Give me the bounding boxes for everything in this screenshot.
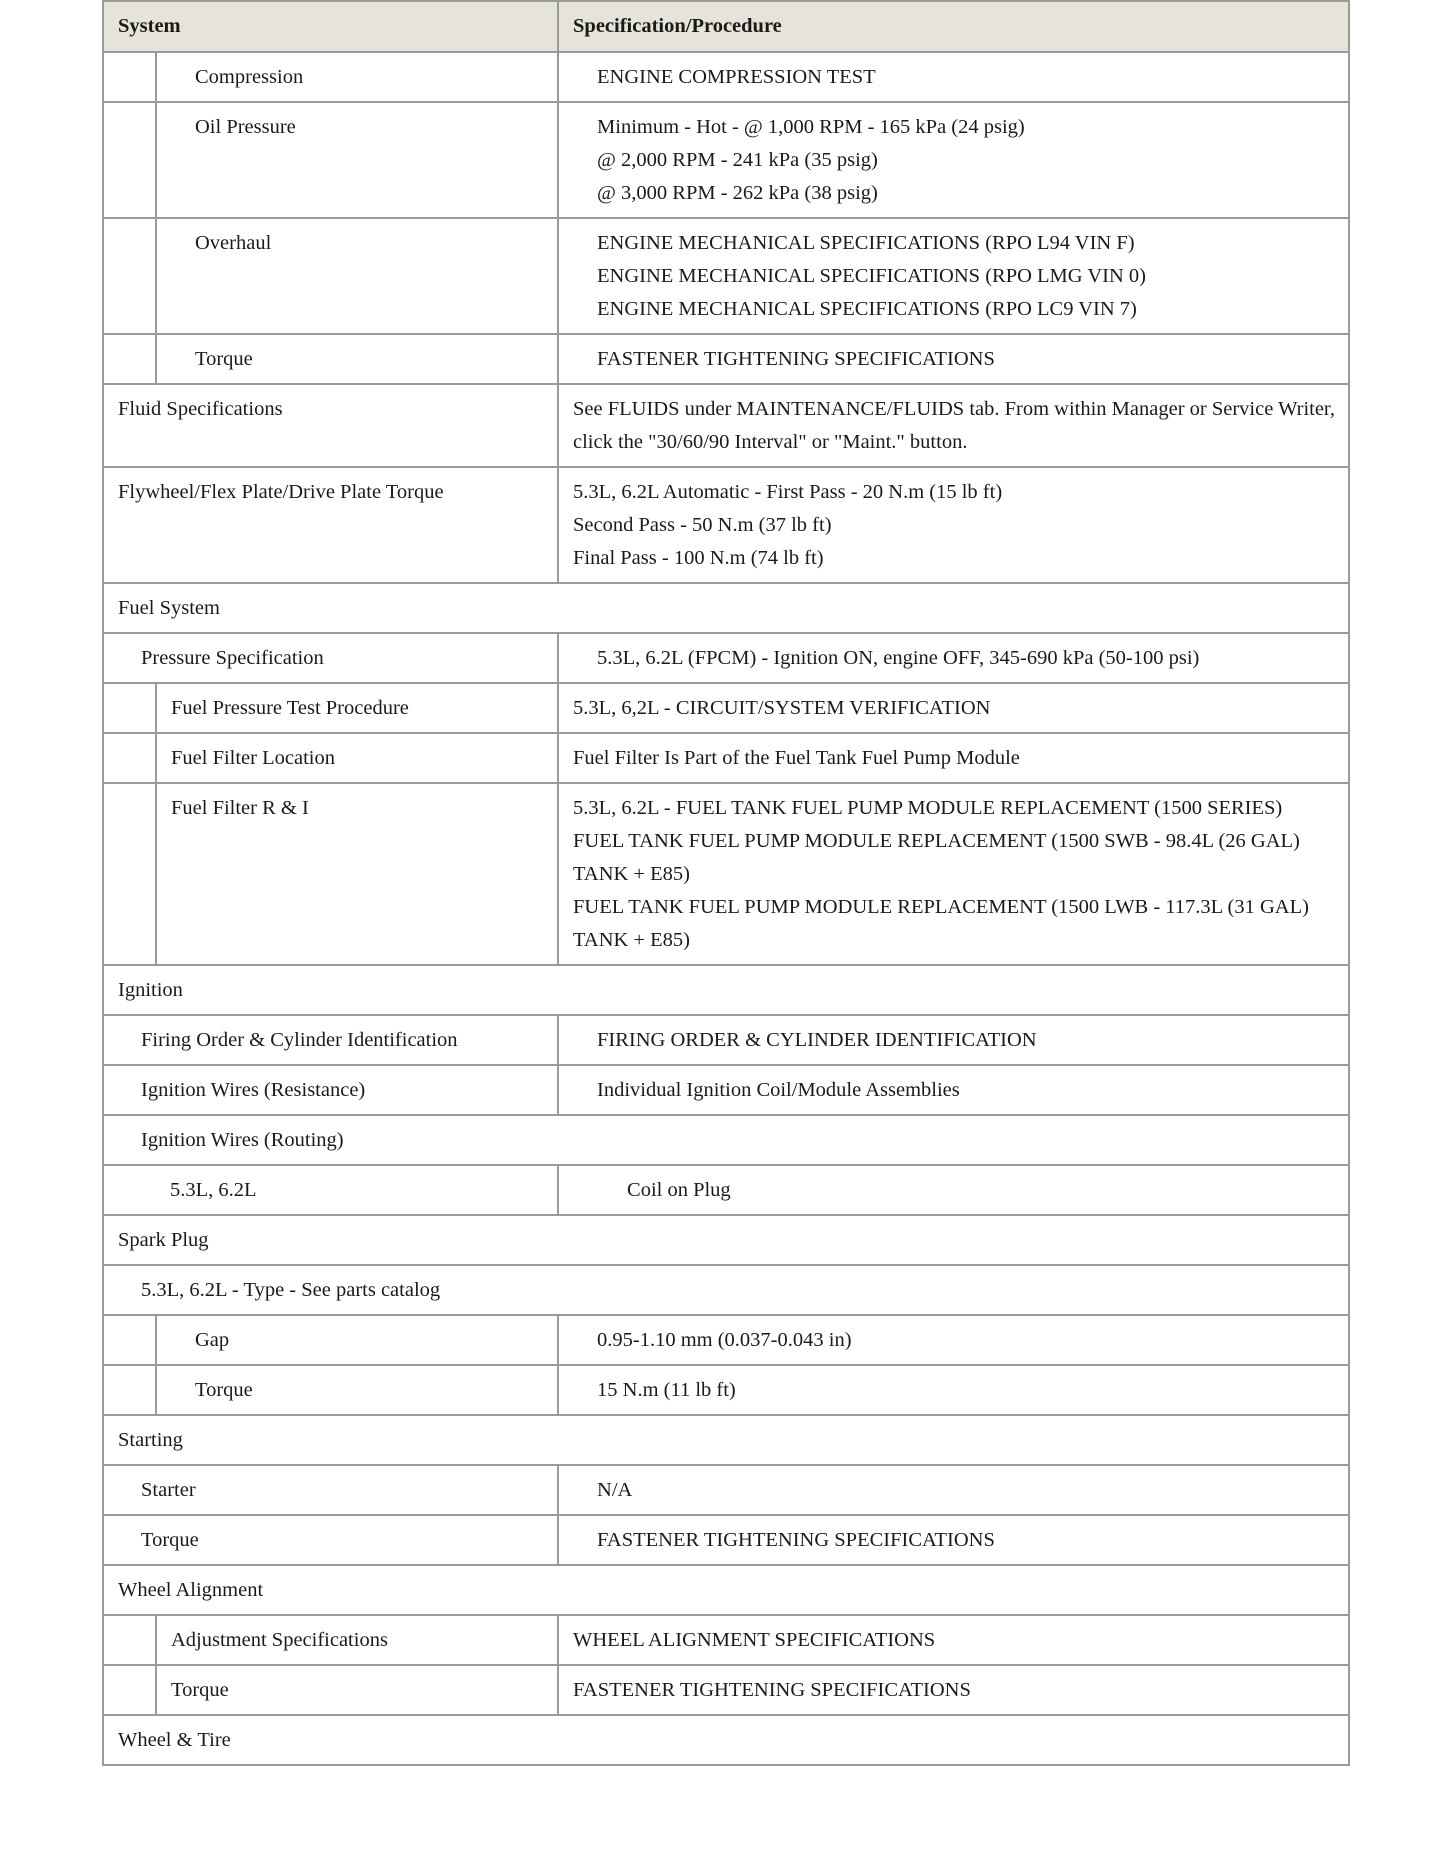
- row-label: Ignition Wires (Resistance): [103, 1065, 558, 1115]
- section-row: [103, 1265, 1349, 1315]
- section-label: Wheel Alignment: [103, 1565, 1349, 1615]
- row-value: ENGINE MECHANICAL SPECIFICATIONS (RPO L94 VIN F) ENGINE MECHANICAL SPECIFICATIONS (RPO LMG VIN 0) ENGINE MECHANICAL SPECIFICATIONS (RPO LC9 VIN 7): [558, 218, 1349, 334]
- row-value: FIRING ORDER & CYLINDER IDENTIFICATION: [558, 1015, 1349, 1065]
- row-label: Fuel Filter R & I: [156, 783, 558, 965]
- table-row: [103, 1665, 1349, 1715]
- row-label: Pressure Specification: [103, 633, 558, 683]
- section-label: Ignition: [103, 965, 1349, 1015]
- section-label: Starting: [103, 1415, 1349, 1465]
- table-row: [103, 783, 1349, 965]
- spec-table: [102, 0, 1350, 1766]
- row-label: Starter: [103, 1465, 558, 1515]
- section-label: 5.3L, 6.2L - Type - See parts catalog: [103, 1265, 1349, 1315]
- row-label: Flywheel/Flex Plate/Drive Plate Torque: [103, 467, 558, 583]
- row-value: 5.3L, 6.2L - FUEL TANK FUEL PUMP MODULE REPLACEMENT (1500 SERIES) FUEL TANK FUEL PUMP MODULE REPLACEMENT (1500 SWB - 98.4L (26 GAL) TANK + E85) FUEL TANK FUEL PUMP MODULE REPLACEMENT (1500 LWB - 117.3L (31 GAL) TANK + E85): [558, 783, 1349, 965]
- row-label: Compression: [156, 52, 558, 102]
- indent-cell: [103, 783, 156, 965]
- table-row: [103, 218, 1349, 334]
- table-row: [103, 633, 1349, 683]
- section-row: [103, 965, 1349, 1015]
- row-label: Torque: [156, 1365, 558, 1415]
- section-row: [103, 1115, 1349, 1165]
- header-spec: Specification/Procedure: [558, 1, 1349, 52]
- row-label: Torque: [156, 1665, 558, 1715]
- table-row: [103, 733, 1349, 783]
- section-row: [103, 1715, 1349, 1765]
- indent-cell: [103, 1315, 156, 1365]
- section-label: Wheel & Tire: [103, 1715, 1349, 1765]
- indent-cell: [103, 218, 156, 334]
- row-value: See FLUIDS under MAINTENANCE/FLUIDS tab. From within Manager or Service Writer, click the "30/60/90 Interval" or "Maint." button.: [558, 384, 1349, 467]
- section-row: [103, 583, 1349, 633]
- section-row: [103, 1415, 1349, 1465]
- row-label: Firing Order & Cylinder Identification: [103, 1015, 558, 1065]
- row-label: Adjustment Specifications: [156, 1615, 558, 1665]
- table-row: [103, 683, 1349, 733]
- row-value: FASTENER TIGHTENING SPECIFICATIONS: [558, 334, 1349, 384]
- indent-cell: [103, 1365, 156, 1415]
- row-value: FASTENER TIGHTENING SPECIFICATIONS: [558, 1665, 1349, 1715]
- row-value: 5.3L, 6,2L - CIRCUIT/SYSTEM VERIFICATION: [558, 683, 1349, 733]
- indent-cell: [103, 1615, 156, 1665]
- row-value: 0.95-1.10 mm (0.037-0.043 in): [558, 1315, 1349, 1365]
- row-label: Gap: [156, 1315, 558, 1365]
- row-value: Minimum - Hot - @ 1,000 RPM - 165 kPa (24 psig) @ 2,000 RPM - 241 kPa (35 psig) @ 3,000 RPM - 262 kPa (38 psig): [558, 102, 1349, 218]
- row-value: WHEEL ALIGNMENT SPECIFICATIONS: [558, 1615, 1349, 1665]
- table-row: [103, 1465, 1349, 1515]
- row-value: Individual Ignition Coil/Module Assemblies: [558, 1065, 1349, 1115]
- table-row: [103, 1615, 1349, 1665]
- row-value: 15 N.m (11 lb ft): [558, 1365, 1349, 1415]
- table-row: [103, 1365, 1349, 1415]
- row-value: ENGINE COMPRESSION TEST: [558, 52, 1349, 102]
- row-value: N/A: [558, 1465, 1349, 1515]
- row-label: Fuel Pressure Test Procedure: [156, 683, 558, 733]
- row-label: Oil Pressure: [156, 102, 558, 218]
- row-label: Fluid Specifications: [103, 384, 558, 467]
- row-label: 5.3L, 6.2L: [103, 1165, 558, 1215]
- indent-cell: [103, 733, 156, 783]
- row-label: Fuel Filter Location: [156, 733, 558, 783]
- indent-cell: [103, 1665, 156, 1715]
- table-row: [103, 1015, 1349, 1065]
- table-row: [103, 52, 1349, 102]
- indent-cell: [103, 683, 156, 733]
- table-row: [103, 384, 1349, 467]
- row-label: Overhaul: [156, 218, 558, 334]
- row-value: Fuel Filter Is Part of the Fuel Tank Fuel Pump Module: [558, 733, 1349, 783]
- indent-cell: [103, 52, 156, 102]
- row-value: Coil on Plug: [558, 1165, 1349, 1215]
- indent-cell: [103, 102, 156, 218]
- row-label: Torque: [103, 1515, 558, 1565]
- table-row: [103, 334, 1349, 384]
- table-row: [103, 467, 1349, 583]
- section-label: Fuel System: [103, 583, 1349, 633]
- section-row: [103, 1215, 1349, 1265]
- section-label: Ignition Wires (Routing): [103, 1115, 1349, 1165]
- table-row: [103, 102, 1349, 218]
- row-label: Torque: [156, 334, 558, 384]
- section-label: Spark Plug: [103, 1215, 1349, 1265]
- table-header-row: [103, 1, 1349, 52]
- row-value: 5.3L, 6.2L (FPCM) - Ignition ON, engine OFF, 345-690 kPa (50-100 psi): [558, 633, 1349, 683]
- row-value: 5.3L, 6.2L Automatic - First Pass - 20 N.m (15 lb ft) Second Pass - 50 N.m (37 lb ft) Final Pass - 100 N.m (74 lb ft): [558, 467, 1349, 583]
- indent-cell: [103, 334, 156, 384]
- table-row: [103, 1065, 1349, 1115]
- row-value: FASTENER TIGHTENING SPECIFICATIONS: [558, 1515, 1349, 1565]
- section-row: [103, 1565, 1349, 1615]
- table-row: [103, 1515, 1349, 1565]
- header-system: System: [103, 1, 558, 52]
- table-row: [103, 1315, 1349, 1365]
- table-row: [103, 1165, 1349, 1215]
